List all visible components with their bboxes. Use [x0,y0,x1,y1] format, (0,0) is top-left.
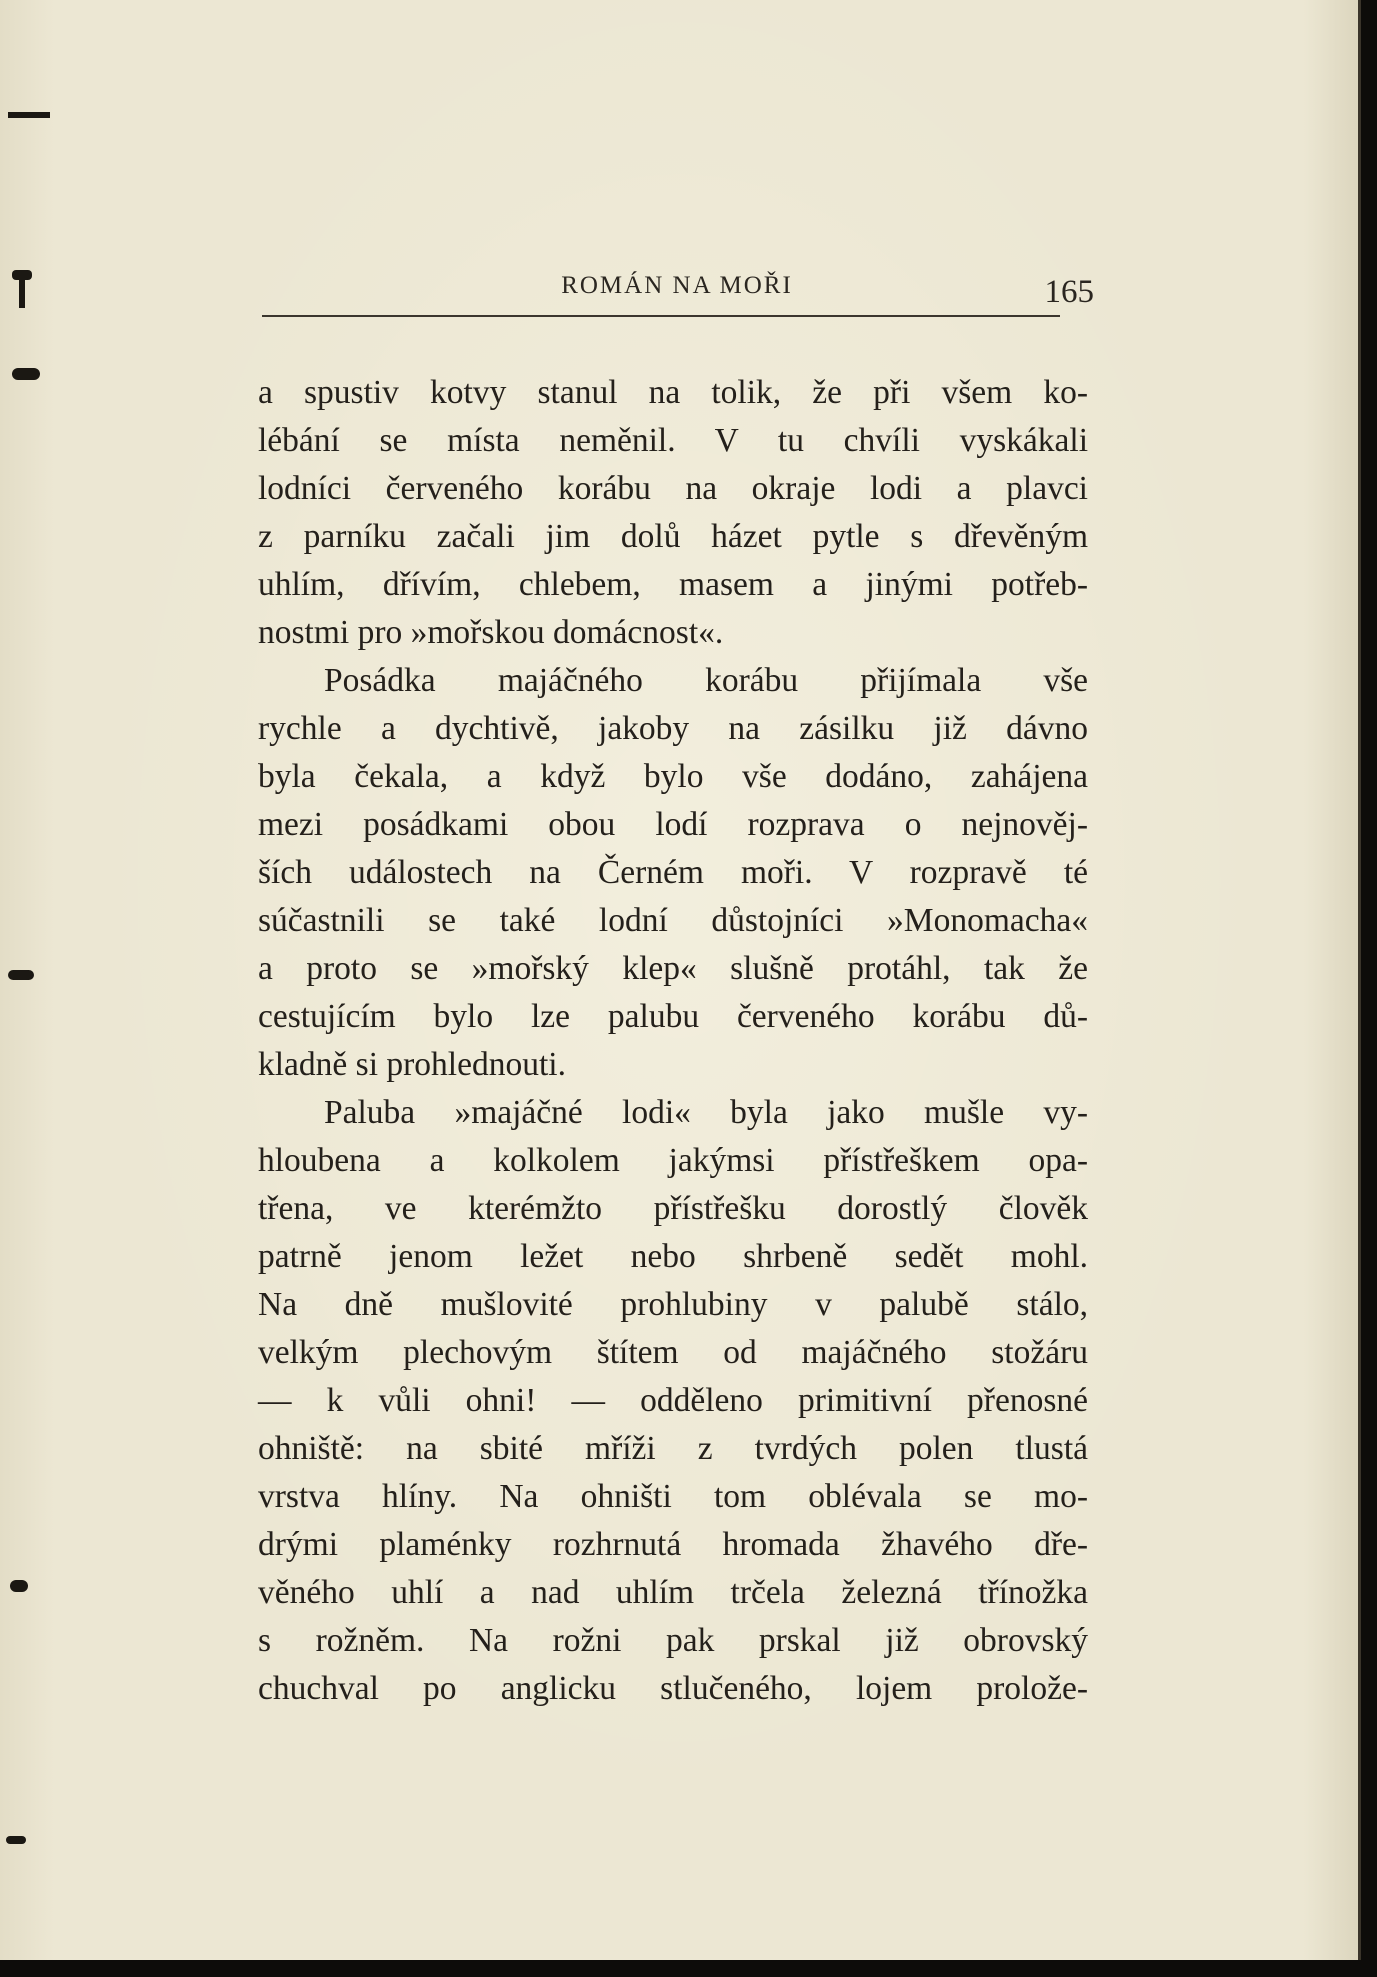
text-line: uhlím, dřívím, chlebem, masem a jinými potřeb- [258,566,1088,603]
text-line: s rožněm. Na rožni pak prskal již obrovský [258,1622,1088,1659]
paragraph-last-line [258,1041,1088,1089]
body-text [258,369,1088,1713]
text-line: — k vůli ohni! — odděleno primitivní přenosné [258,1382,1088,1419]
text-line: byla čekala, a když bylo vše dodáno, zahájena [258,758,1088,795]
text-line: a proto se »mořský klep« slušně protáhl, tak že [258,950,1088,987]
binding-mark [12,368,40,380]
text-line: velkým plechovým štítem od majáčného stožáru [258,1334,1088,1371]
text-line: lodníci červeného korábu na okraje lodi a plavci [258,470,1088,507]
paragraph-last-line [258,609,1088,657]
text-line: hloubena a kolkolem jakýmsi přístřeškem opa- [258,1142,1088,1179]
text-line: patrně jenom ležet nebo shrbeně sedět mohl. [258,1238,1088,1275]
text-line: drými plaménky rozhrnutá hromada žhavého dře- [258,1526,1088,1563]
binding-mark [8,112,50,118]
text-line: Paluba »majáčné lodi« byla jako mušle vy- [324,1094,1088,1131]
text-line: chuchval po anglicku stlučeného, lojem prolože- [258,1670,1088,1707]
binding-mark [6,1836,26,1844]
text-line: lébání se místa neměnil. V tu chvíli vyskákali [258,422,1088,459]
binding-mark [10,1580,28,1592]
text-line: mezi posádkami obou lodí rozprava o nejnověj- [258,806,1088,843]
running-title: ROMÁN NA MOŘI [561,272,793,299]
text-line: z parníku začali jim dolů házet pytle s dřevěným [258,518,1088,555]
text-line: vrstva hlíny. Na ohništi tom oblévala se mo- [258,1478,1088,1515]
text-line: věného uhlí a nad uhlím trčela železná třínožka [258,1574,1088,1611]
header-rule [262,315,1060,317]
binding-mark [8,970,34,980]
text-line: Posádka majáčného korábu přijímala vše [324,662,1088,699]
paragraph [258,369,1088,609]
text-line: a spustiv kotvy stanul na tolik, že při všem ko- [258,374,1088,411]
page-header [262,264,1092,324]
page-number: 165 [1044,274,1094,310]
paragraph [258,1089,1088,1713]
text-line: třena, ve kterémžto přístřešku dorostlý člověk [258,1190,1088,1227]
text-line: súčastnili se také lodní důstojníci »Monomacha« [258,902,1088,939]
text-line: rychle a dychtivě, jakoby na zásilku již dávno [258,710,1088,747]
text-line: ohniště: na sbité mříži z tvrdých polen tlustá [258,1430,1088,1467]
text-line: kladně si prohlednouti. [258,1046,566,1083]
text-line: cestujícím bylo lze palubu červeného korábu dů- [258,998,1088,1035]
binding-mark [19,278,25,308]
text-line: nostmi pro »mořskou domácnost«. [258,614,724,651]
text-line: ších událostech na Černém moři. V rozpravě té [258,854,1088,891]
paragraph [258,657,1088,1041]
text-line: Na dně mušlovité prohlubiny v palubě stálo, [258,1286,1088,1323]
